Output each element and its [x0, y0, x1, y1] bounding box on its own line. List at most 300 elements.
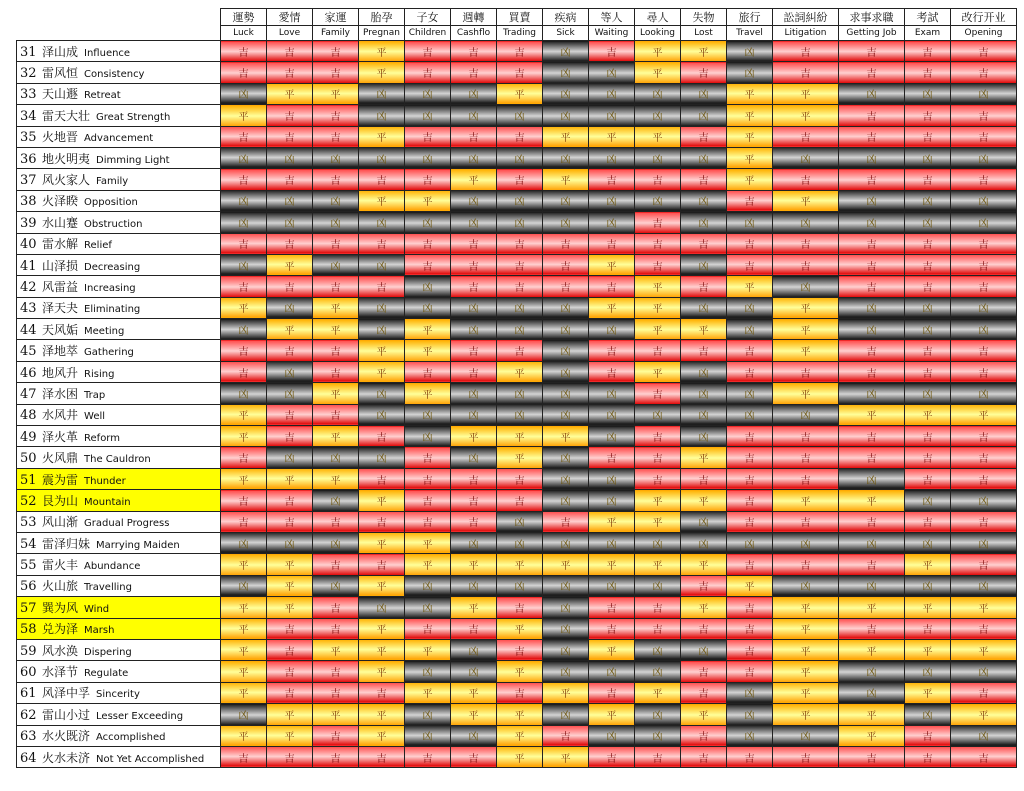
- fortune-cell: 吉: [405, 361, 451, 382]
- fortune-cell: 平: [681, 554, 727, 575]
- fortune-cell: 吉: [681, 575, 727, 596]
- hexagram-label: [17, 447, 221, 468]
- fortune-cell: 平: [773, 83, 839, 104]
- fortune-cell: 平: [313, 319, 359, 340]
- fortune-cell: 吉: [267, 404, 313, 425]
- fortune-cell: 平: [221, 105, 267, 126]
- fortune-cell: 平: [267, 254, 313, 275]
- fortune-cell: 凶: [497, 105, 543, 126]
- fortune-cell: 平: [543, 426, 589, 447]
- hexagram-number: 60: [20, 665, 37, 681]
- fortune-cell: 凶: [773, 725, 839, 746]
- fortune-cell: 凶: [727, 41, 773, 62]
- fortune-cell: 凶: [543, 105, 589, 126]
- fortune-cell: 凶: [221, 83, 267, 104]
- hexagram-number: 52: [20, 493, 37, 509]
- fortune-cell: 凶: [727, 383, 773, 404]
- column-header-en: Pregnan: [359, 26, 405, 41]
- table-row: [17, 639, 1017, 660]
- fortune-cell: 凶: [589, 426, 635, 447]
- fortune-cell: 平: [451, 704, 497, 725]
- hexagram-label: [17, 383, 221, 404]
- fortune-cell: 吉: [313, 725, 359, 746]
- fortune-cell: 吉: [451, 361, 497, 382]
- hexagram-name-zh: 泽地萃: [42, 344, 79, 359]
- hexagram-name-zh: 雷风恒: [42, 66, 79, 81]
- fortune-cell: 吉: [497, 597, 543, 618]
- fortune-cell: 平: [773, 490, 839, 511]
- fortune-cell: 吉: [773, 254, 839, 275]
- fortune-cell: 吉: [221, 447, 267, 468]
- hexagram-name-en: Great Strength: [96, 111, 171, 123]
- fortune-cell: 凶: [727, 725, 773, 746]
- hexagram-fortune-table-wrapper: [16, 8, 1008, 780]
- fortune-cell: 凶: [543, 297, 589, 318]
- fortune-cell: 吉: [773, 62, 839, 83]
- fortune-cell: 凶: [681, 361, 727, 382]
- fortune-cell: 平: [359, 361, 405, 382]
- fortune-cell: 凶: [497, 297, 543, 318]
- hexagram-number: 46: [20, 365, 37, 381]
- hexagram-label: [17, 490, 221, 511]
- column-header-zh: 等人: [589, 9, 635, 26]
- fortune-cell: 吉: [635, 233, 681, 254]
- hexagram-name-en: Advancement: [84, 133, 154, 145]
- hexagram-number: 44: [20, 322, 37, 338]
- fortune-cell: 平: [635, 297, 681, 318]
- fortune-cell: 凶: [905, 190, 951, 211]
- fortune-cell: 平: [635, 682, 681, 703]
- fortune-cell: 吉: [839, 361, 905, 382]
- hexagram-name-en: Gathering: [84, 347, 134, 359]
- fortune-cell: 吉: [951, 618, 1017, 639]
- fortune-cell: 平: [951, 597, 1017, 618]
- hexagram-name-en: Relief: [84, 240, 112, 252]
- column-header-en: Luck: [221, 26, 267, 41]
- fortune-cell: 吉: [405, 126, 451, 147]
- fortune-cell: 平: [635, 554, 681, 575]
- fortune-cell: 平: [773, 661, 839, 682]
- fortune-cell: 凶: [951, 83, 1017, 104]
- fortune-cell: 凶: [951, 725, 1017, 746]
- hexagram-name-zh: 风泽中孚: [42, 686, 91, 701]
- fortune-cell: 吉: [635, 254, 681, 275]
- fortune-cell: 凶: [543, 319, 589, 340]
- fortune-cell: 凶: [451, 297, 497, 318]
- fortune-cell: 吉: [313, 661, 359, 682]
- fortune-cell: 吉: [773, 426, 839, 447]
- fortune-cell: 凶: [681, 511, 727, 532]
- table-row: [17, 169, 1017, 190]
- fortune-cell: 吉: [905, 105, 951, 126]
- fortune-cell: 吉: [359, 426, 405, 447]
- hexagram-number: 59: [20, 643, 37, 659]
- fortune-cell: 凶: [951, 383, 1017, 404]
- column-header-en: Getting Job: [839, 26, 905, 41]
- hexagram-label: [17, 126, 221, 147]
- fortune-cell: 吉: [313, 554, 359, 575]
- hexagram-label: [17, 597, 221, 618]
- fortune-cell: 凶: [681, 297, 727, 318]
- fortune-cell: 平: [497, 746, 543, 767]
- hexagram-name-zh: 雷山小过: [42, 707, 91, 722]
- fortune-cell: 吉: [359, 746, 405, 767]
- fortune-cell: 吉: [313, 105, 359, 126]
- fortune-cell: 凶: [727, 532, 773, 553]
- fortune-cell: 吉: [839, 746, 905, 767]
- hexagram-name-en: Wind: [84, 603, 110, 615]
- fortune-cell: 吉: [221, 41, 267, 62]
- hexagram-name-zh: 雷火丰: [42, 558, 79, 573]
- fortune-cell: 凶: [451, 190, 497, 211]
- fortune-cell: 吉: [497, 490, 543, 511]
- fortune-cell: 吉: [359, 468, 405, 489]
- fortune-cell: 吉: [681, 126, 727, 147]
- fortune-cell: 吉: [589, 41, 635, 62]
- fortune-cell: 平: [543, 126, 589, 147]
- fortune-cell: 凶: [635, 83, 681, 104]
- fortune-cell: 平: [727, 276, 773, 297]
- fortune-cell: 吉: [773, 554, 839, 575]
- fortune-cell: 凶: [359, 319, 405, 340]
- fortune-cell: 凶: [543, 212, 589, 233]
- table-body: [17, 41, 1017, 768]
- fortune-cell: 吉: [727, 554, 773, 575]
- fortune-cell: 凶: [543, 41, 589, 62]
- fortune-cell: 平: [773, 682, 839, 703]
- fortune-cell: 吉: [635, 447, 681, 468]
- table-row: [17, 276, 1017, 297]
- hexagram-number: 47: [20, 386, 37, 402]
- fortune-cell: 平: [313, 639, 359, 660]
- fortune-cell: 凶: [543, 575, 589, 596]
- fortune-cell: 凶: [359, 105, 405, 126]
- column-header-en: Lost: [681, 26, 727, 41]
- hexagram-name-en: Obstruction: [84, 218, 143, 230]
- hexagram-number: 40: [20, 237, 37, 253]
- fortune-cell: 吉: [405, 447, 451, 468]
- column-header-en: Looking: [635, 26, 681, 41]
- fortune-cell: 吉: [905, 468, 951, 489]
- fortune-cell: 平: [951, 704, 1017, 725]
- fortune-cell: 吉: [635, 618, 681, 639]
- fortune-cell: 吉: [221, 62, 267, 83]
- fortune-cell: 凶: [905, 83, 951, 104]
- fortune-cell: 吉: [359, 682, 405, 703]
- fortune-cell: 吉: [773, 361, 839, 382]
- fortune-cell: 平: [359, 190, 405, 211]
- fortune-cell: 平: [359, 639, 405, 660]
- fortune-cell: 吉: [951, 682, 1017, 703]
- fortune-cell: 凶: [773, 532, 839, 553]
- fortune-cell: 平: [589, 297, 635, 318]
- fortune-cell: 凶: [267, 361, 313, 382]
- fortune-cell: 吉: [727, 426, 773, 447]
- fortune-cell: 吉: [451, 62, 497, 83]
- hexagram-name-en: Dispering: [84, 646, 132, 658]
- fortune-cell: 吉: [773, 468, 839, 489]
- fortune-cell: 平: [221, 725, 267, 746]
- hexagram-number: 38: [20, 194, 37, 210]
- fortune-cell: 平: [221, 297, 267, 318]
- fortune-cell: 凶: [589, 490, 635, 511]
- fortune-cell: 吉: [951, 746, 1017, 767]
- fortune-cell: 吉: [773, 511, 839, 532]
- column-header-en: Trading: [497, 26, 543, 41]
- hexagram-label: [17, 426, 221, 447]
- table-row: [17, 41, 1017, 62]
- fortune-cell: 吉: [905, 511, 951, 532]
- fortune-cell: 吉: [635, 468, 681, 489]
- hexagram-name-en: Lesser Exceeding: [96, 710, 184, 722]
- fortune-cell: 吉: [839, 254, 905, 275]
- fortune-cell: 吉: [451, 468, 497, 489]
- fortune-cell: 吉: [951, 126, 1017, 147]
- fortune-cell: 平: [543, 169, 589, 190]
- fortune-cell: 凶: [839, 468, 905, 489]
- fortune-cell: 凶: [267, 190, 313, 211]
- fortune-cell: 平: [773, 297, 839, 318]
- fortune-cell: 凶: [905, 575, 951, 596]
- fortune-cell: 凶: [951, 532, 1017, 553]
- column-header-zh: 買賣: [497, 9, 543, 26]
- fortune-cell: 吉: [905, 126, 951, 147]
- table-row: [17, 511, 1017, 532]
- fortune-cell: 吉: [951, 169, 1017, 190]
- fortune-cell: 吉: [267, 682, 313, 703]
- fortune-cell: 凶: [589, 83, 635, 104]
- hexagram-name-en: Opposition: [84, 197, 138, 209]
- hexagram-name-zh: 泽天夬: [42, 301, 79, 316]
- fortune-cell: 平: [221, 639, 267, 660]
- hexagram-name-en: Decreasing: [84, 261, 141, 273]
- hexagram-name-zh: 风水涣: [42, 643, 79, 658]
- fortune-cell: 凶: [451, 83, 497, 104]
- fortune-cell: 凶: [451, 447, 497, 468]
- hexagram-number: 34: [20, 108, 37, 124]
- hexagram-number: 39: [20, 215, 37, 231]
- fortune-cell: 吉: [951, 511, 1017, 532]
- fortune-cell: 凶: [905, 319, 951, 340]
- fortune-cell: 吉: [589, 618, 635, 639]
- fortune-cell: 平: [497, 426, 543, 447]
- hexagram-name-en: Travelling: [84, 582, 132, 594]
- hexagram-name-en: Increasing: [84, 282, 136, 294]
- hexagram-name-zh: 风山渐: [42, 515, 79, 530]
- fortune-cell: 凶: [451, 575, 497, 596]
- fortune-cell: 平: [359, 704, 405, 725]
- fortune-cell: 平: [635, 126, 681, 147]
- table-row: [17, 532, 1017, 553]
- table-row: [17, 83, 1017, 104]
- fortune-cell: 凶: [405, 725, 451, 746]
- hexagram-name-zh: 地风升: [42, 365, 79, 380]
- fortune-cell: 吉: [839, 618, 905, 639]
- hexagram-label: [17, 725, 221, 746]
- fortune-cell: 吉: [267, 126, 313, 147]
- fortune-cell: 平: [221, 404, 267, 425]
- fortune-cell: 吉: [267, 105, 313, 126]
- table-row: [17, 661, 1017, 682]
- table-row: [17, 361, 1017, 382]
- fortune-cell: 凶: [497, 319, 543, 340]
- fortune-cell: 凶: [681, 147, 727, 168]
- hexagram-name-zh: 震为雷: [42, 472, 79, 487]
- fortune-cell: 吉: [635, 212, 681, 233]
- hexagram-name-zh: 泽火革: [42, 429, 79, 444]
- fortune-cell: 吉: [681, 233, 727, 254]
- fortune-cell: 凶: [497, 383, 543, 404]
- table-row: [17, 62, 1017, 83]
- fortune-cell: 凶: [451, 319, 497, 340]
- fortune-cell: 吉: [589, 746, 635, 767]
- hexagram-label: [17, 83, 221, 104]
- fortune-cell: 平: [589, 639, 635, 660]
- hexagram-label: [17, 404, 221, 425]
- fortune-cell: 平: [773, 340, 839, 361]
- fortune-cell: 平: [773, 383, 839, 404]
- fortune-cell: 吉: [405, 62, 451, 83]
- fortune-cell: 吉: [589, 361, 635, 382]
- column-header-zh: 失物: [681, 9, 727, 26]
- fortune-cell: 吉: [451, 276, 497, 297]
- fortune-cell: 吉: [451, 490, 497, 511]
- fortune-cell: 凶: [221, 147, 267, 168]
- fortune-cell: 吉: [681, 468, 727, 489]
- fortune-cell: 吉: [313, 62, 359, 83]
- fortune-cell: 凶: [359, 297, 405, 318]
- fortune-cell: 凶: [905, 490, 951, 511]
- fortune-cell: 凶: [451, 639, 497, 660]
- fortune-cell: 吉: [221, 169, 267, 190]
- fortune-cell: 凶: [543, 383, 589, 404]
- fortune-cell: 凶: [727, 404, 773, 425]
- fortune-cell: 吉: [313, 169, 359, 190]
- fortune-cell: 吉: [951, 105, 1017, 126]
- column-header-en: Love: [267, 26, 313, 41]
- fortune-cell: 吉: [221, 746, 267, 767]
- hexagram-number: 62: [20, 707, 37, 723]
- fortune-cell: 吉: [905, 361, 951, 382]
- fortune-cell: 凶: [951, 575, 1017, 596]
- fortune-cell: 吉: [451, 233, 497, 254]
- fortune-cell: 吉: [543, 276, 589, 297]
- fortune-cell: 凶: [681, 105, 727, 126]
- fortune-cell: 吉: [313, 597, 359, 618]
- fortune-cell: 平: [267, 704, 313, 725]
- fortune-cell: 吉: [451, 126, 497, 147]
- fortune-cell: 凶: [359, 447, 405, 468]
- header-row-chinese: [17, 9, 1017, 26]
- fortune-cell: 平: [359, 661, 405, 682]
- fortune-cell: 平: [635, 41, 681, 62]
- fortune-cell: 吉: [451, 41, 497, 62]
- table-row: [17, 105, 1017, 126]
- column-header-en: Litigation: [773, 26, 839, 41]
- fortune-cell: 凶: [589, 661, 635, 682]
- fortune-cell: 平: [451, 597, 497, 618]
- fortune-cell: 凶: [905, 147, 951, 168]
- column-header-en: Family: [313, 26, 359, 41]
- fortune-cell: 吉: [405, 490, 451, 511]
- fortune-cell: 凶: [221, 532, 267, 553]
- fortune-cell: 吉: [727, 639, 773, 660]
- fortune-cell: 吉: [267, 511, 313, 532]
- fortune-cell: 吉: [681, 618, 727, 639]
- fortune-cell: 吉: [359, 511, 405, 532]
- fortune-cell: 凶: [221, 190, 267, 211]
- fortune-cell: 平: [267, 319, 313, 340]
- fortune-cell: 平: [313, 468, 359, 489]
- fortune-cell: 凶: [635, 190, 681, 211]
- fortune-cell: 平: [681, 41, 727, 62]
- fortune-cell: 吉: [405, 41, 451, 62]
- column-header-zh: 子女: [405, 9, 451, 26]
- fortune-cell: 凶: [267, 532, 313, 553]
- fortune-cell: 凶: [221, 319, 267, 340]
- fortune-cell: 凶: [543, 597, 589, 618]
- hexagram-label: [17, 575, 221, 596]
- fortune-cell: 平: [839, 597, 905, 618]
- fortune-cell: 吉: [313, 404, 359, 425]
- fortune-cell: 平: [497, 447, 543, 468]
- fortune-cell: 平: [267, 554, 313, 575]
- fortune-cell: 凶: [905, 704, 951, 725]
- fortune-cell: 平: [839, 704, 905, 725]
- fortune-cell: 吉: [221, 361, 267, 382]
- fortune-cell: 凶: [267, 297, 313, 318]
- fortune-cell: 吉: [359, 554, 405, 575]
- fortune-cell: 吉: [313, 682, 359, 703]
- fortune-cell: 吉: [839, 126, 905, 147]
- column-header-en: Sick: [543, 26, 589, 41]
- fortune-cell: 凶: [727, 704, 773, 725]
- hexagram-name-en: Influence: [84, 47, 131, 59]
- fortune-cell: 平: [221, 468, 267, 489]
- fortune-cell: 平: [221, 597, 267, 618]
- fortune-cell: 吉: [267, 169, 313, 190]
- hexagram-name-en: Marsh: [84, 625, 115, 637]
- hexagram-name-en: Marrying Maiden: [96, 539, 180, 551]
- hexagram-label: [17, 105, 221, 126]
- fortune-cell: 平: [497, 725, 543, 746]
- fortune-cell: 凶: [497, 404, 543, 425]
- hexagram-number: 54: [20, 536, 37, 552]
- fortune-cell: 吉: [951, 254, 1017, 275]
- table-row: [17, 746, 1017, 767]
- hexagram-label: [17, 746, 221, 767]
- fortune-cell: 吉: [773, 233, 839, 254]
- fortune-cell: 凶: [497, 147, 543, 168]
- hexagram-number: 36: [20, 151, 37, 167]
- hexagram-name-en: Rising: [84, 368, 115, 380]
- fortune-cell: 凶: [951, 147, 1017, 168]
- fortune-cell: 吉: [405, 233, 451, 254]
- fortune-cell: 吉: [905, 254, 951, 275]
- fortune-cell: 凶: [359, 404, 405, 425]
- fortune-cell: 凶: [405, 704, 451, 725]
- hexagram-label: [17, 618, 221, 639]
- fortune-cell: 平: [589, 254, 635, 275]
- hexagram-fortune-table: [16, 8, 1017, 768]
- fortune-cell: 凶: [543, 190, 589, 211]
- hexagram-label: [17, 233, 221, 254]
- hexagram-name-en: Consistency: [84, 69, 145, 81]
- fortune-cell: 吉: [635, 169, 681, 190]
- fortune-cell: 凶: [839, 532, 905, 553]
- hexagram-number: 31: [20, 44, 37, 60]
- fortune-cell: 凶: [451, 105, 497, 126]
